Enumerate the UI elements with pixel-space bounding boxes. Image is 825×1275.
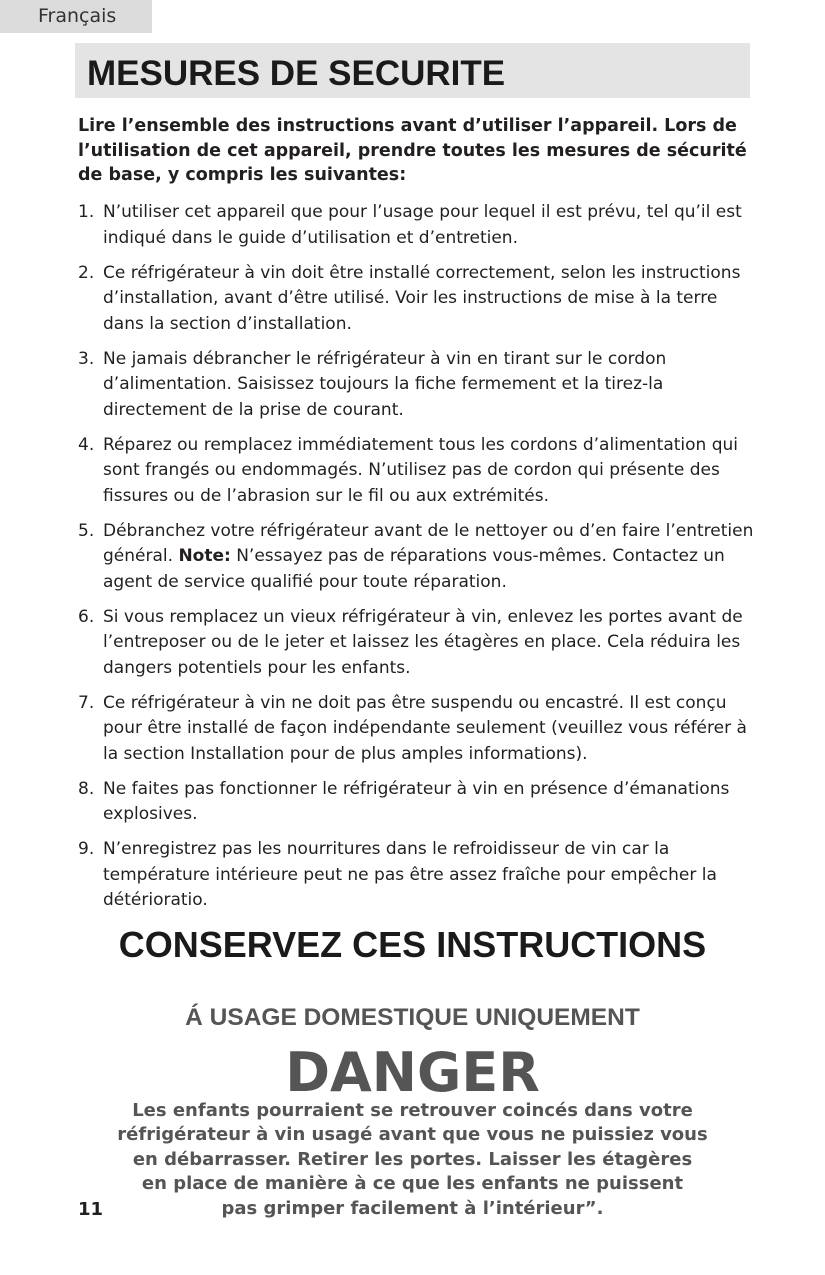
language-tab: Français <box>0 0 152 33</box>
household-use-heading: Á USAGE DOMESTIQUE UNIQUEMENT <box>185 1004 640 1031</box>
warning-line: réfrigérateur à vin usagé avant que vous ne puissiez vous <box>117 1124 708 1146</box>
list-item-text: Réparez ou remplacez immédiatement tous les cordons d’alimentation qui sont frangés ou endommagés. N’utilisez pas de cordon qui présente des fissures ou de l’abrasion sur le fil ou aux extrémités. <box>103 434 739 506</box>
keep-instructions-heading: CONSERVEZ CES INSTRUCTIONS <box>118 924 707 965</box>
list-item <box>78 777 758 828</box>
warning-line: pas grimper facilement à l’intérieur”. <box>221 1197 604 1219</box>
list-item-text-before: Débranchez votre réfrigérateur avant de le nettoyer ou d’en faire l’entretien général. <box>103 520 754 566</box>
list-item-text <box>103 519 758 596</box>
list-item-number: 6. <box>78 606 95 627</box>
list-item-text: Ce réfrigérateur à vin ne doit pas être suspendu ou encastré. Il est conçu pour être installé de façon indépendante seulement (veuillez vous référer à la section Installation pour de plus amples informations). <box>103 692 747 764</box>
list-item-number: 3. <box>78 348 95 369</box>
list-item <box>78 433 758 510</box>
list-item-number: 7. <box>78 692 95 713</box>
list-item-number: 5. <box>78 520 95 541</box>
section-title: MESURES DE SECURITE <box>87 54 506 93</box>
safety-list <box>78 200 758 923</box>
list-item <box>78 691 758 768</box>
list-item-text: N’enregistrez pas les nourritures dans le refroidisseur de vin car la température intérieure peut ne pas être assez fraîche pour empêcher la détérioratio. <box>103 839 717 910</box>
list-item <box>78 837 758 914</box>
list-item <box>78 519 758 596</box>
list-item-number: 9. <box>78 839 95 859</box>
section-title-bar <box>75 43 750 98</box>
list-item-text: Ne faites pas fonctionner le réfrigérateur à vin en présence d’émanations explosives. <box>103 778 730 824</box>
list-item <box>78 347 758 424</box>
list-item <box>78 261 758 338</box>
list-item <box>78 200 758 251</box>
list-item-number: 1. <box>78 202 95 222</box>
danger-warning-text <box>60 1099 765 1221</box>
warning-line: Les enfants pourraient se retrouver coincés dans votre <box>132 1100 693 1121</box>
warning-line: en place de manière à ce que les enfants ne puissent <box>141 1173 684 1195</box>
list-item-number: 8. <box>78 778 95 799</box>
list-item-number: 2. <box>78 262 95 283</box>
list-item-text: Ne jamais débrancher le réfrigérateur à vin en tirant sur le cordon d’alimentation. Saisissez toujours la fiche fermement et la tirez-la directement de la prise de courant. <box>103 348 667 420</box>
list-item-text: Si vous remplacez un vieux réfrigérateur à vin, enlevez les portes avant de l’entreposer ou de le jeter et laissez les étagères en place. Cela réduira les dangers potentiels pour les enfants. <box>103 606 743 678</box>
list-item-text-after: N’essayez pas de réparations vous-mêmes. Contactez un agent de service qualifié pour toute réparation. <box>103 546 725 592</box>
list-item-text: Ce réfrigérateur à vin doit être installé correctement, selon les instructions d’installation, avant d’être utilisé. Voir les instructions de mise à la terre dans la section d’installation. <box>103 262 741 334</box>
intro-paragraph: Lire l’ensemble des instructions avant d’utiliser l’appareil. Lors de l’utilisation de cet appareil, prendre toutes les mesures de sécurité de base, y compris les suivantes: <box>78 116 747 185</box>
danger-heading: DANGER <box>285 1041 540 1104</box>
list-item-number: 4. <box>78 434 95 455</box>
list-item <box>78 605 758 682</box>
list-item-text: N’utiliser cet appareil que pour l’usage pour lequel il est prévu, tel qu’il est indiqué dans le guide d’utilisation et d’entretien. <box>103 202 742 248</box>
warning-line: en débarrasser. Retirer les portes. Laisser les étagères <box>132 1148 693 1170</box>
page-number: 11 <box>78 1199 104 1220</box>
note-label: Note: <box>178 546 231 566</box>
